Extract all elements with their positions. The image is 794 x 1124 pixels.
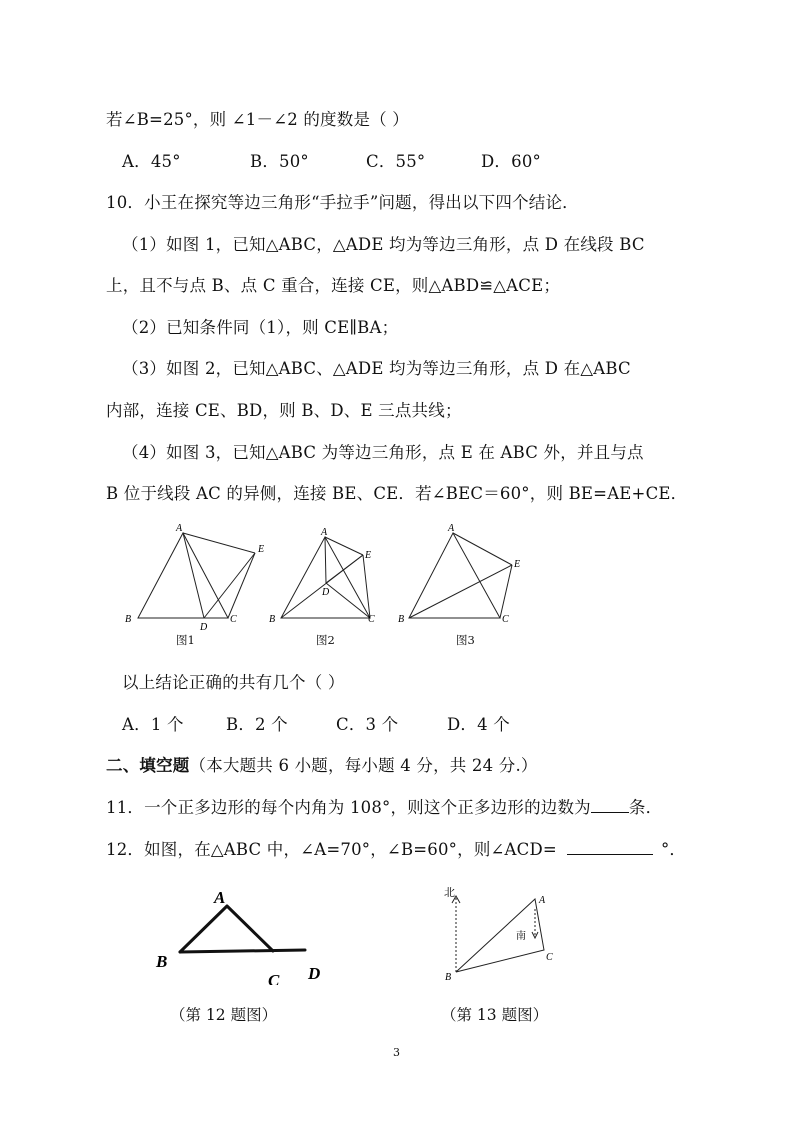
- fig2-label-b: B: [269, 614, 276, 625]
- fig1-label-c: C: [230, 614, 237, 625]
- fig3-label-b: B: [398, 614, 405, 625]
- q12-label-d: D: [308, 964, 321, 983]
- fig1-label-a: A: [176, 523, 183, 534]
- q9-option-a: A．45°: [122, 152, 181, 171]
- q13-figure-caption: （第 13 题图）: [441, 1006, 549, 1024]
- section-2-title: 二、填空题: [106, 756, 190, 775]
- fig2-label-c: C: [368, 614, 375, 625]
- q10-conclusion-4b: B 位于线段 AC 的异侧，连接 BE、CE．若∠BEC＝60°，则 BE=AE+CE．: [106, 484, 688, 503]
- fig3-label-a: A: [448, 523, 455, 534]
- q11-text: 11．一个正多边形的每个内角为 108°，则这个正多边形的边数为: [106, 798, 591, 817]
- q13-label-a: A: [539, 895, 546, 906]
- fig2-caption: 图2: [316, 633, 335, 647]
- fig2-label-d: D: [322, 587, 330, 598]
- figure-2: [262, 520, 392, 650]
- fig1-caption: 图1: [176, 633, 195, 647]
- north-label: 北: [444, 887, 455, 899]
- q10-conclusion-1b: 上，且不与点 B、点 C 重合，连接 CE，则△ABD≌△ACE；: [106, 276, 561, 295]
- q12-label-b: B: [156, 952, 168, 971]
- fig1-label-d: D: [200, 622, 208, 633]
- figure-3: [392, 520, 532, 650]
- fig1-label-b: B: [125, 614, 132, 625]
- q12-unit: °．: [660, 840, 687, 859]
- fig2-label-e: E: [365, 550, 372, 561]
- fig2-label-a: A: [321, 527, 328, 538]
- section-2-header: [106, 752, 538, 776]
- q9-option-c: C．55°: [366, 152, 426, 171]
- q10-conclusion-3a: （3）如图 2，已知△ABC、△ADE 均为等边三角形，点 D 在△ABC: [122, 359, 631, 378]
- q9-option-d: D．60°: [481, 152, 541, 171]
- fig1-label-e: E: [258, 544, 265, 555]
- q10-option-b: B．2 个: [226, 715, 288, 734]
- q10-option-a: A．1 个: [122, 715, 184, 734]
- q13-label-b: B: [445, 972, 452, 983]
- page-number: 3: [393, 1046, 400, 1059]
- q11-unit: 条．: [628, 798, 663, 817]
- figure-q12: [150, 885, 350, 985]
- q10-option-c: C．3 个: [336, 715, 399, 734]
- q12: [106, 836, 686, 860]
- q12-label-c: C: [268, 971, 280, 985]
- q10-conclusion-4a: （4）如图 3，已知△ABC 为等边三角形，点 E 在 ABC 外，并且与点: [122, 443, 644, 462]
- q13-label-c: C: [546, 952, 553, 963]
- figure-1: [118, 520, 278, 650]
- fig3-caption: 图3: [456, 633, 475, 647]
- q9-stem: 若∠B=25°，则 ∠1－∠2 的度数是（ ）: [106, 110, 410, 129]
- south-label: 南: [516, 931, 526, 942]
- q10-conclusion-1a: （1）如图 1，已知△ABC，△ADE 均为等边三角形，点 D 在线段 BC: [122, 235, 645, 254]
- fig3-label-e: E: [514, 559, 521, 570]
- q12-text: 12．如图，在△ABC 中，∠A=70°，∠B=60°，则∠ACD=: [106, 840, 557, 859]
- q10-conclusion-3b: 内部，连接 CE、BD，则 B、D、E 三点共线；: [106, 401, 462, 420]
- q11-answer-blank[interactable]: [591, 798, 629, 813]
- q12-answer-blank[interactable]: [567, 840, 653, 855]
- q11: [106, 794, 662, 818]
- q9-option-b: B．50°: [250, 152, 309, 171]
- q12-label-a: A: [214, 888, 226, 907]
- fig3-label-c: C: [502, 614, 509, 625]
- q10-stem: 10．小王在探究等边三角形“手拉手”问题，得出以下四个结论．: [106, 193, 579, 212]
- q10-ask: 以上结论正确的共有几个（ ）: [122, 673, 345, 692]
- section-2-note: （本大题共 6 小题，每小题 4 分，共 24 分.）: [189, 756, 538, 775]
- q12-figure-caption: （第 12 题图）: [170, 1006, 278, 1024]
- figure-q13: [436, 882, 566, 987]
- q10-conclusion-2: （2）已知条件同（1），则 CE∥BA；: [122, 318, 399, 337]
- q10-option-d: D．4 个: [447, 715, 510, 734]
